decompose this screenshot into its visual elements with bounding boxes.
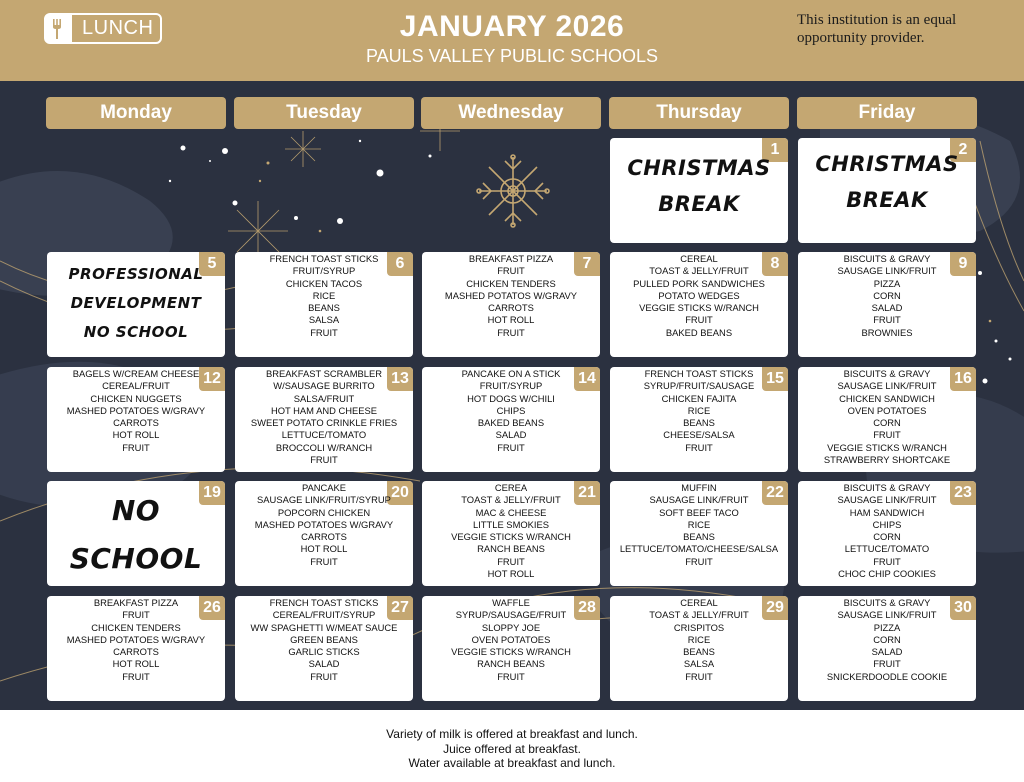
- day-cell-8: [610, 252, 788, 357]
- day-header-monday: Monday: [46, 97, 226, 129]
- menu-item: BEANS: [683, 646, 715, 658]
- footer-line: Juice offered at breakfast.: [443, 741, 581, 756]
- menu-item: SALAD: [308, 658, 340, 670]
- menu-item: BAKED BEANS: [477, 417, 545, 429]
- page-subtitle: PAULS VALLEY PUBLIC SCHOOLS: [365, 46, 659, 66]
- notice-line: NO SCHOOL: [83, 323, 189, 341]
- menu-list: [798, 482, 976, 580]
- menu-item: FRUIT: [497, 670, 525, 682]
- menu-item: CORN: [873, 633, 901, 645]
- menu-item: CHICKEN TENDERS: [91, 621, 181, 633]
- menu-item: POTATO WEDGES: [658, 289, 740, 301]
- logo-label: LUNCH: [82, 17, 154, 39]
- menu-item: VEGGIE STICKS W/RANCH: [827, 441, 947, 453]
- day-cell-12: [47, 367, 225, 472]
- menu-item: SAUSAGE LINK/FRUIT: [837, 380, 937, 392]
- date-badge: 1: [762, 138, 788, 162]
- menu-item: LITTLE SMOKIES: [472, 518, 550, 530]
- day-cell-14: [422, 367, 600, 472]
- menu-item: LETTUCE/TOMATO/CHEESE/SALSA: [619, 543, 779, 555]
- menu-item: CORN: [873, 531, 901, 543]
- day-cell-30: [798, 596, 976, 701]
- menu-item: CARROTS: [301, 531, 347, 543]
- date-badge: 30: [950, 596, 976, 620]
- menu-item: WAFFLE: [492, 597, 530, 608]
- day-cell-9: [798, 252, 976, 357]
- day-cell-26: [47, 596, 225, 701]
- menu-item: SALSA/FRUIT: [293, 392, 355, 404]
- date-badge: 28: [574, 596, 600, 620]
- menu-item: BROWNIES: [861, 326, 913, 338]
- menu-item: PULLED PORK SANDWICHES: [633, 277, 765, 289]
- menu-item: RICE: [687, 404, 711, 416]
- menu-item: CARROTS: [113, 646, 159, 658]
- menu-list: [422, 253, 600, 339]
- menu-item: FRUIT/SYRUP: [479, 380, 543, 392]
- menu-item: VEGGIE STICKS W/RANCH: [451, 531, 571, 543]
- menu-item: CEREAL/FRUIT/SYRUP: [272, 609, 376, 621]
- menu-list: [610, 482, 788, 568]
- menu-item: SYRUP/FRUIT/SAUSAGE: [643, 380, 755, 392]
- notice-line: SCHOOL: [69, 542, 203, 575]
- menu-item: RICE: [312, 289, 336, 301]
- menu-list: [798, 253, 976, 339]
- menu-item: BEANS: [683, 417, 715, 429]
- menu-item: BREAKFAST SCRAMBLER: [265, 368, 382, 379]
- date-badge: 12: [199, 367, 225, 391]
- menu-item: BEANS: [683, 531, 715, 543]
- equal-opportunity-statement: This institution is an equal opportunity provider.: [797, 12, 957, 46]
- menu-list: [47, 368, 225, 454]
- menu-list: [235, 368, 413, 466]
- calendar-area: [0, 81, 1024, 710]
- menu-item: RANCH BEANS: [477, 543, 545, 555]
- menu-item: CARROTS: [113, 417, 159, 429]
- menu-item: PIZZA: [873, 621, 901, 633]
- menu-item: FRUIT: [497, 265, 525, 277]
- menu-item: CHICKEN SANDWICH: [839, 392, 935, 404]
- footer-line: Variety of milk is offered at breakfast and lunch.: [386, 727, 638, 741]
- holiday-notice: [798, 146, 976, 218]
- date-badge: 5: [199, 252, 225, 276]
- menu-item: FRUIT: [122, 609, 150, 621]
- date-badge: 8: [762, 252, 788, 276]
- date-badge: 14: [574, 367, 600, 391]
- menu-item: RICE: [687, 633, 711, 645]
- day-header-tuesday: Tuesday: [234, 97, 414, 129]
- menu-list: [47, 597, 225, 683]
- menu-item: CHIPS: [872, 518, 902, 530]
- menu-item: MASHED POTATOES W/GRAVY: [254, 518, 394, 530]
- menu-item: SAUSAGE LINK/FRUIT: [837, 494, 937, 506]
- day-cell-5: [47, 252, 225, 357]
- day-cell-15: [610, 367, 788, 472]
- menu-item: FRUIT: [310, 670, 338, 682]
- date-badge: 2: [950, 138, 976, 162]
- menu-item: CORN: [873, 417, 901, 429]
- date-badge: 19: [199, 481, 225, 505]
- menu-item: GREEN BEANS: [290, 633, 358, 645]
- menu-list: [422, 597, 600, 683]
- menu-item: FRUIT: [310, 555, 338, 567]
- menu-item: CRISPITOS: [673, 621, 725, 633]
- holiday-line: BREAK: [658, 192, 740, 216]
- menu-item: LETTUCE/TOMATO: [844, 543, 930, 555]
- menu-item: FRUIT: [685, 670, 713, 682]
- day-header-friday: Friday: [797, 97, 977, 129]
- menu-item: SAUSAGE LINK/FRUIT/SYRUP: [257, 494, 391, 506]
- day-cell-1: [610, 138, 788, 243]
- menu-item: SALAD: [871, 646, 903, 658]
- menu-item: BROCCOLI W/RANCH: [275, 441, 373, 453]
- menu-item: STRAWBERRY SHORTCAKE: [823, 454, 951, 466]
- menu-item: HOT ROLL: [487, 568, 535, 580]
- menu-item: SNICKERDOODLE COOKIE: [826, 670, 948, 682]
- day-cell-29: [610, 596, 788, 701]
- menu-list: [422, 368, 600, 454]
- menu-item: BISCUITS & GRAVY: [843, 482, 931, 493]
- menu-item: PANCAKE ON A STICK: [461, 368, 561, 379]
- menu-item: HAM SANDWICH: [849, 506, 925, 518]
- menu-item: FRUIT: [497, 326, 525, 338]
- menu-item: CHICKEN NUGGETS: [90, 392, 182, 404]
- menu-item: BAKED BEANS: [665, 326, 733, 338]
- no-school-notice: [47, 260, 225, 347]
- day-cell-7: [422, 252, 600, 357]
- menu-item: MASHED POTATOS W/GRAVY: [444, 289, 578, 301]
- menu-item: FRUIT: [873, 314, 901, 326]
- day-cell-19: [47, 481, 225, 586]
- menu-item: HOT ROLL: [300, 543, 348, 555]
- date-badge: 26: [199, 596, 225, 620]
- menu-item: FRUIT: [122, 670, 150, 682]
- menu-item: FRUIT: [122, 441, 150, 453]
- menu-item: LETTUCE/TOMATO: [281, 429, 367, 441]
- menu-list: [798, 597, 976, 683]
- menu-item: BREAKFAST PIZZA: [468, 253, 554, 264]
- menu-item: SALAD: [871, 302, 903, 314]
- day-cell-13: [235, 367, 413, 472]
- menu-item: SLOPPY JOE: [481, 621, 541, 633]
- date-badge: 29: [762, 596, 788, 620]
- menu-item: SALAD: [495, 429, 527, 441]
- menu-item: FRUIT: [873, 555, 901, 567]
- menu-item: TOAST & JELLY/FRUIT: [461, 494, 561, 506]
- holiday-line: BREAK: [846, 188, 928, 212]
- date-badge: 7: [574, 252, 600, 276]
- menu-item: POPCORN CHICKEN: [277, 506, 371, 518]
- day-cell-28: [422, 596, 600, 701]
- menu-item: HOT HAM AND CHEESE: [270, 404, 378, 416]
- menu-item: CEREAL: [680, 253, 718, 264]
- menu-item: HOT ROLL: [487, 314, 535, 326]
- menu-item: FRUIT: [497, 441, 525, 453]
- day-cell-22: [610, 481, 788, 586]
- notice-line: NO: [111, 494, 161, 527]
- date-badge: 21: [574, 481, 600, 505]
- menu-item: FRUIT: [497, 555, 525, 567]
- menu-item: FRUIT: [310, 454, 338, 466]
- menu-item: SAUSAGE LINK/FRUIT: [837, 609, 937, 621]
- menu-item: FRUIT: [873, 658, 901, 670]
- menu-list: [610, 253, 788, 339]
- menu-item: VEGGIE STICKS W/RANCH: [451, 646, 571, 658]
- holiday-notice: [610, 150, 788, 222]
- menu-item: CHEESE/SALSA: [663, 429, 735, 441]
- menu-item: CHIPS: [496, 404, 526, 416]
- menu-item: BISCUITS & GRAVY: [843, 597, 931, 608]
- menu-item: TOAST & JELLY/FRUIT: [649, 609, 749, 621]
- menu-list: [798, 368, 976, 466]
- notice-line: DEVELOPMENT: [70, 294, 202, 312]
- menu-item: SAUSAGE LINK/FRUIT: [649, 494, 749, 506]
- day-cell-21: [422, 481, 600, 586]
- date-badge: 15: [762, 367, 788, 391]
- menu-item: RICE: [687, 518, 711, 530]
- date-badge: 13: [387, 367, 413, 391]
- menu-list: [610, 368, 788, 454]
- menu-item: FRENCH TOAST STICKS: [269, 253, 379, 264]
- menu-list: [235, 597, 413, 683]
- menu-list: [610, 597, 788, 683]
- day-cell-6: [235, 252, 413, 357]
- menu-item: FRUIT/SYRUP: [292, 265, 356, 277]
- menu-item: FRUIT: [310, 326, 338, 338]
- menu-item: SOFT BEEF TACO: [659, 506, 739, 518]
- day-cell-16: [798, 367, 976, 472]
- day-cell-2: [798, 138, 976, 243]
- menu-item: HOT ROLL: [112, 429, 160, 441]
- holiday-line: CHRISTMAS: [815, 152, 959, 176]
- menu-item: PIZZA: [873, 277, 901, 289]
- menu-item: GARLIC STICKS: [288, 646, 360, 658]
- menu-item: RANCH BEANS: [477, 658, 545, 670]
- date-badge: 20: [387, 481, 413, 505]
- date-badge: 23: [950, 481, 976, 505]
- menu-item: CARROTS: [488, 302, 534, 314]
- menu-item: CEREAL: [680, 597, 718, 608]
- date-badge: 6: [387, 252, 413, 276]
- menu-item: CEREA: [494, 482, 528, 493]
- menu-item: BISCUITS & GRAVY: [843, 253, 931, 264]
- menu-item: SWEET POTATO CRINKLE FRIES: [250, 417, 398, 429]
- menu-item: CHICKEN TENDERS: [466, 277, 556, 289]
- menu-item: OVEN POTATOES: [471, 633, 551, 645]
- day-header-wednesday: Wednesday: [421, 97, 601, 129]
- page-title: JANUARY 2026: [399, 10, 625, 43]
- footer-notes: [0, 710, 1024, 782]
- menu-item: CHOC CHIP COOKIES: [838, 568, 936, 580]
- menu-item: MASHED POTATOES W/GRAVY: [66, 633, 206, 645]
- date-badge: 22: [762, 481, 788, 505]
- menu-item: WW SPAGHETTI W/MEAT SAUCE: [250, 621, 398, 633]
- snowflake-icon: [475, 153, 551, 229]
- day-cell-27: [235, 596, 413, 701]
- menu-item: FRUIT: [685, 555, 713, 567]
- menu-item: MUFFIN: [681, 482, 717, 493]
- date-badge: 16: [950, 367, 976, 391]
- footer-line: Water available at breakfast and lunch.: [408, 756, 616, 770]
- menu-item: FRUIT: [873, 429, 901, 441]
- day-cell-23: [798, 481, 976, 586]
- notice-line: PROFESSIONAL: [68, 265, 204, 283]
- menu-item: BREAKFAST PIZZA: [93, 597, 179, 608]
- day-cell-20: [235, 481, 413, 586]
- menu-list: [235, 253, 413, 339]
- header-bar: [0, 0, 1024, 81]
- no-school-notice: [47, 487, 225, 583]
- menu-item: CEREAL/FRUIT: [102, 380, 170, 392]
- menu-item: W/SAUSAGE BURRITO: [273, 380, 375, 392]
- menu-item: CORN: [873, 289, 901, 301]
- menu-item: SALSA: [308, 314, 340, 326]
- menu-item: SYRUP/SAUSAGE/FRUIT: [455, 609, 567, 621]
- menu-item: SALSA: [683, 658, 715, 670]
- menu-item: CHICKEN FAJITA: [661, 392, 737, 404]
- menu-list: [422, 482, 600, 580]
- menu-item: HOT ROLL: [112, 658, 160, 670]
- menu-item: OVEN POTATOES: [847, 404, 927, 416]
- menu-item: BAGELS W/CREAM CHEESE: [72, 368, 200, 379]
- menu-item: MASHED POTATOES W/GRAVY: [66, 404, 206, 416]
- menu-item: FRENCH TOAST STICKS: [644, 368, 754, 379]
- menu-item: PANCAKE: [301, 482, 347, 493]
- menu-item: BEANS: [308, 302, 340, 314]
- menu-item: HOT DOGS W/CHILI: [467, 392, 555, 404]
- menu-list: [235, 482, 413, 568]
- menu-item: FRUIT: [685, 441, 713, 453]
- menu-item: CHICKEN TACOS: [285, 277, 363, 289]
- date-badge: 27: [387, 596, 413, 620]
- holiday-line: CHRISTMAS: [627, 156, 771, 180]
- day-header-thursday: Thursday: [609, 97, 789, 129]
- date-badge: 9: [950, 252, 976, 276]
- menu-item: SAUSAGE LINK/FRUIT: [837, 265, 937, 277]
- menu-item: MAC & CHEESE: [475, 506, 547, 518]
- menu-item: FRUIT: [685, 314, 713, 326]
- menu-item: BISCUITS & GRAVY: [843, 368, 931, 379]
- menu-item: FRENCH TOAST STICKS: [269, 597, 379, 608]
- menu-item: TOAST & JELLY/FRUIT: [649, 265, 749, 277]
- menu-item: VEGGIE STICKS W/RANCH: [639, 302, 759, 314]
